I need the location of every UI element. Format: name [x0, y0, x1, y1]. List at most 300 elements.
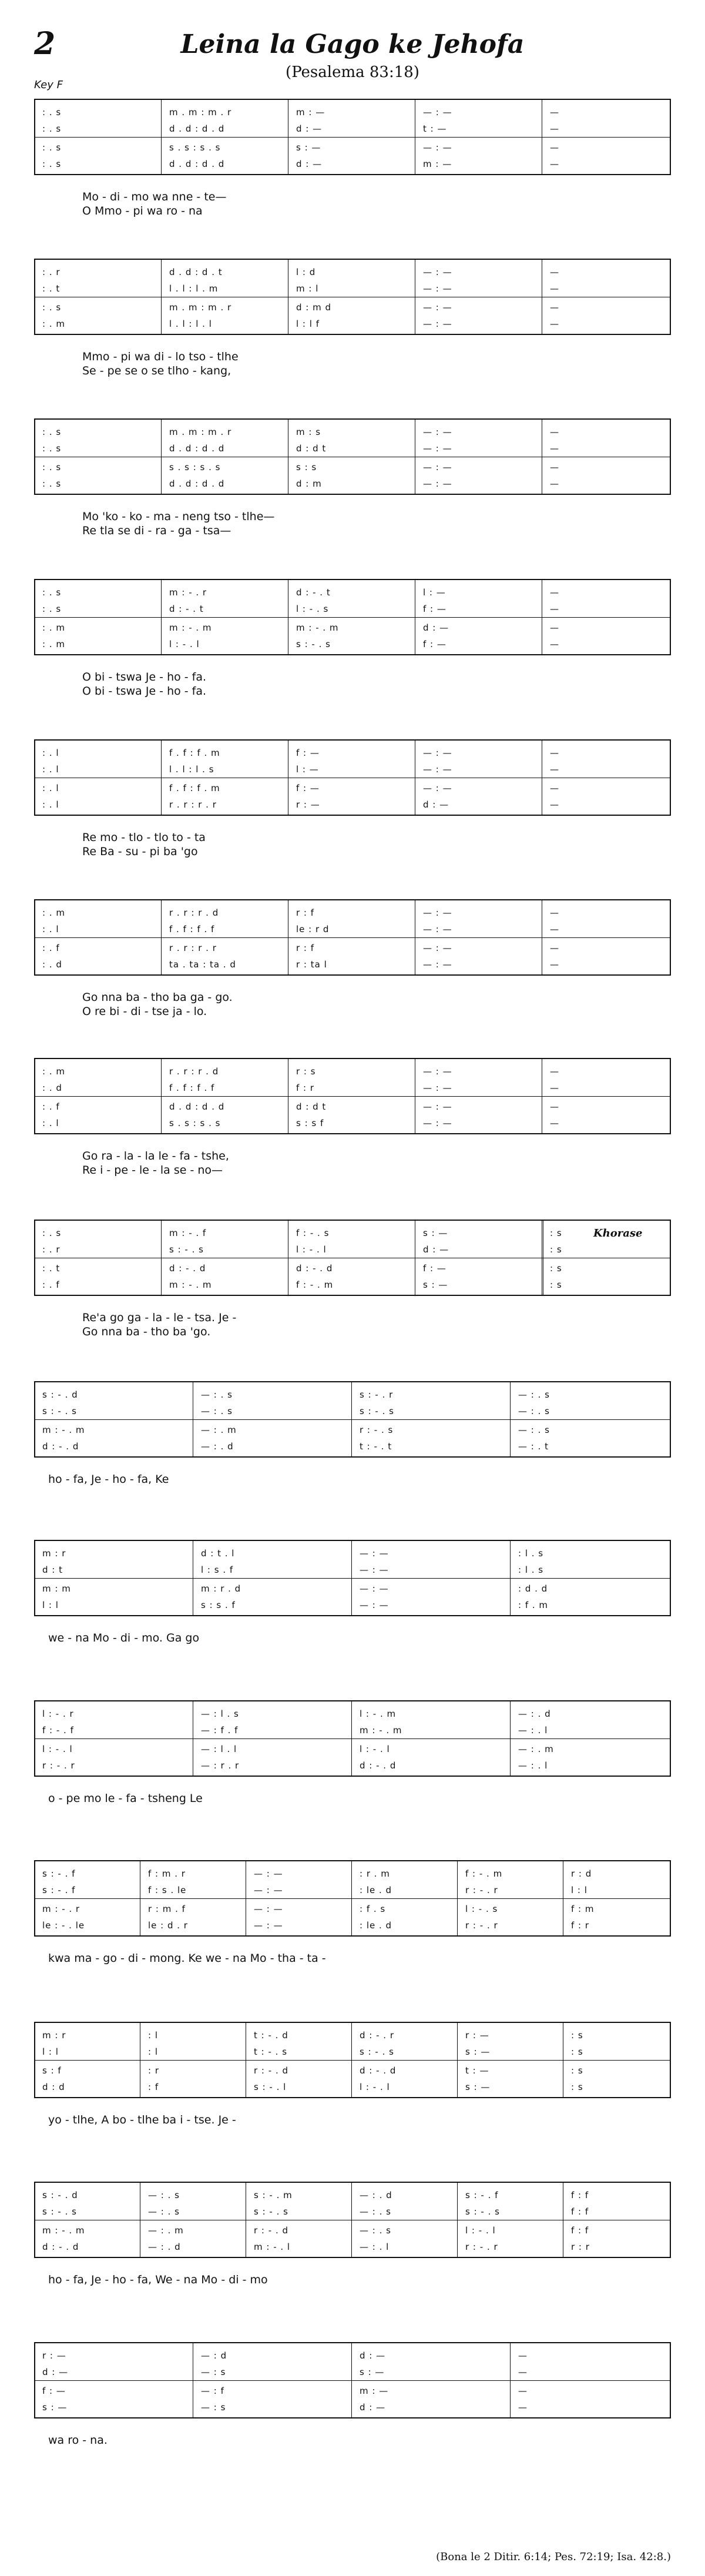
part-3-measure: r : - . d [254, 2065, 288, 2076]
part-1-measure: — : — [423, 107, 452, 118]
part-3-measure: f : m [571, 1904, 595, 1914]
part-1-measure: — [550, 427, 559, 437]
part-1-measure: m : s [296, 427, 321, 437]
part-1-measure: — : — [423, 267, 452, 277]
part-2-measure: s : - . s [42, 2206, 77, 2217]
part-3-measure: d : - . d [169, 1263, 206, 1274]
part-2-measure: t : — [423, 123, 447, 134]
bar-line [161, 741, 162, 815]
part-4-measure: — [550, 959, 559, 970]
part-3-measure: — : — [423, 1101, 452, 1112]
part-3-measure: l : - . l [465, 2225, 496, 2236]
part-4-measure: r : ta l [296, 959, 327, 970]
part-1-measure: r : s [296, 1066, 316, 1077]
part-3-measure: — : l . l [201, 1744, 237, 1754]
part-4-measure: : le . d [360, 1920, 392, 1931]
part-1-measure: — : . s [201, 1389, 233, 1400]
staff-box [34, 259, 671, 335]
part-1-measure: : l [148, 2030, 158, 2041]
part-2-measure: l : - . s [296, 604, 329, 614]
part-1-measure: r : f [296, 907, 315, 918]
part-4-measure: d : - . d [42, 2242, 79, 2252]
part-1-measure: : r . m [360, 1868, 390, 1879]
part-3-measure: f : — [42, 2386, 66, 2396]
lyric-line: wa ro - na. [48, 2434, 108, 2447]
part-4-measure: le : - . le [42, 1920, 85, 1931]
staff-box [34, 1220, 671, 1296]
staff-divider [35, 2060, 670, 2061]
key-signature: Key F [34, 79, 63, 91]
part-4-measure: — : — [423, 319, 452, 329]
part-1-measure: d : - . t [296, 587, 331, 598]
part-1-measure: f : m . r [148, 1868, 186, 1879]
bar-line [351, 1861, 352, 1935]
part-3-measure: — : — [423, 302, 452, 313]
part-4-measure: d : m [296, 478, 322, 489]
staff-divider [35, 2380, 670, 2381]
part-2-measure: f . f : f . f [169, 1083, 215, 1093]
staff-divider [35, 137, 670, 138]
bar-line [510, 1701, 511, 1776]
part-1-measure: : s [571, 2030, 583, 2041]
part-3-measure: f : f [571, 2225, 589, 2236]
part-1-measure: m . m : m . r [169, 427, 232, 437]
part-4-measure: : s [550, 1279, 562, 1290]
part-2-measure: — [550, 764, 559, 775]
part-1-measure: — : — [423, 427, 452, 437]
part-3-measure: r : - . s [360, 1425, 394, 1435]
part-3-measure: — : . m [518, 1744, 554, 1754]
part-3-measure: d : - . d [296, 1263, 333, 1274]
staff-box [34, 2182, 671, 2258]
part-4-measure: r : - . r [42, 1760, 75, 1771]
part-4-measure: ta . ta : ta . d [169, 959, 236, 970]
part-4-measure: — [550, 639, 559, 649]
part-4-measure: s : — [423, 1279, 448, 1290]
lyric-line: Go nna ba - tho ba 'go. [82, 1325, 211, 1338]
part-2-measure: s : — [465, 2046, 491, 2057]
part-2-measure: s : - . s [42, 1406, 77, 1416]
part-4-measure: — [550, 478, 559, 489]
staff-box [34, 1058, 671, 1134]
lyric-line: O bi - tswa Je - ho - fa. [82, 685, 207, 698]
part-4-measure: : . m [42, 319, 65, 329]
part-2-measure: l . l : l . s [169, 764, 214, 775]
part-4-measure: d : — [360, 2402, 386, 2413]
part-4-measure: m : — [423, 159, 452, 169]
part-1-measure: — : — [254, 1868, 283, 1879]
part-2-measure: f : f [571, 2206, 589, 2217]
part-1-measure: s : - . f [465, 2190, 499, 2200]
part-3-measure: : . s [42, 302, 62, 313]
part-2-measure: — : s [201, 2367, 226, 2377]
part-2-measure: r : - . r [465, 1885, 498, 1895]
part-3-measure: m : - . m [169, 622, 212, 633]
lyric-line: Go nna ba - tho ba ga - go. [82, 991, 233, 1004]
part-4-measure: le : d . r [148, 1920, 188, 1931]
part-4-measure: : . s [42, 159, 62, 169]
part-1-measure: : . s [42, 427, 62, 437]
staff-divider [35, 617, 670, 618]
part-4-measure: r : r [571, 2242, 590, 2252]
part-1-measure: — : l . s [201, 1709, 239, 1719]
bar-line [542, 1221, 545, 1295]
staff-box [34, 1381, 671, 1458]
part-1-measure: — [518, 2350, 528, 2361]
part-2-measure: : l [148, 2046, 158, 2057]
bar-line [510, 2343, 511, 2417]
part-1-measure: — : . d [518, 1709, 551, 1719]
part-3-measure: — : f [201, 2386, 224, 2396]
part-3-measure: : s [571, 2065, 583, 2076]
part-2-measure: — : — [254, 1885, 283, 1895]
part-3-measure: : s [550, 1263, 562, 1274]
part-1-measure: — : — [423, 1066, 452, 1077]
lyric-line: O Mmo - pi wa ro - na [82, 205, 203, 217]
part-4-measure: r : - . r [465, 2242, 498, 2252]
part-4-measure: — : — [423, 1118, 452, 1128]
part-2-measure: : . s [42, 604, 62, 614]
part-2-measure: : s [550, 1244, 562, 1255]
part-1-measure: m : - . f [169, 1228, 207, 1238]
part-4-measure: r : — [296, 799, 320, 810]
part-2-measure: — : . s [148, 2206, 180, 2217]
part-2-measure: : . l [42, 764, 59, 775]
part-1-measure: — : . s [518, 1389, 550, 1400]
part-2-measure: m : - . m [360, 1725, 402, 1736]
part-4-measure: l : - . l [169, 639, 200, 649]
part-2-measure: — : . s [201, 1406, 233, 1416]
part-4-measure: l . l : l . l [169, 319, 212, 329]
part-2-measure: d . d : d . d [169, 443, 225, 454]
part-4-measure: : . m [42, 639, 65, 649]
part-4-measure: — [550, 319, 559, 329]
part-2-measure: l : — [296, 764, 319, 775]
part-3-measure: m . m : m . r [169, 302, 232, 313]
part-2-measure: — : — [423, 924, 452, 934]
bar-line [351, 1382, 352, 1456]
part-1-measure: — [550, 107, 559, 118]
lyric-line: o - pe mo le - fa - tsheng Le [48, 1792, 203, 1805]
part-3-measure: d : d t [296, 1101, 327, 1112]
part-4-measure: : . f [42, 1279, 60, 1290]
part-3-measure: f . f : f . m [169, 783, 220, 793]
staff-box [34, 2342, 671, 2418]
part-3-measure: — [550, 783, 559, 793]
bar-line [161, 580, 162, 654]
part-2-measure: — : . l [518, 1725, 548, 1736]
part-4-measure: — : . t [518, 1441, 549, 1452]
part-3-measure: — : — [423, 142, 452, 153]
part-4-measure: d : - . d [360, 1760, 397, 1771]
bar-line [161, 1059, 162, 1133]
part-3-measure: — [550, 142, 559, 153]
part-3-measure: — : . s [360, 2225, 391, 2236]
bar-line [351, 2023, 352, 2097]
song-subtitle: (Pesalema 83:18) [286, 63, 419, 81]
part-4-measure: — [518, 2402, 528, 2413]
part-3-measure: l : - . s [465, 1904, 498, 1914]
part-2-measure: : . l [42, 924, 59, 934]
part-1-measure: — : . s [148, 2190, 180, 2200]
part-4-measure: d : — [296, 159, 323, 169]
part-4-measure: r . r : r . r [169, 799, 217, 810]
part-1-measure: — [550, 587, 559, 598]
part-1-measure: — : — [423, 907, 452, 918]
part-4-measure: — : — [360, 1600, 389, 1610]
part-3-measure: — [550, 1101, 559, 1112]
lyric-line: Go ra - la - la le - fa - tshe, [82, 1150, 229, 1163]
part-3-measure: : . l [42, 783, 59, 793]
part-2-measure: s : - . f [42, 1885, 76, 1895]
part-3-measure: — [550, 622, 559, 633]
part-2-measure: s : - . s [360, 1406, 394, 1416]
part-1-measure: s : - . d [42, 1389, 78, 1400]
part-2-measure: — [550, 604, 559, 614]
staff-divider [35, 937, 670, 938]
part-1-measure: s : - . f [42, 1868, 76, 1879]
part-2-measure: d : - . t [169, 604, 204, 614]
part-1-measure: — [550, 907, 559, 918]
staff-divider [35, 1898, 670, 1899]
part-3-measure: — [550, 943, 559, 953]
part-4-measure: s : - . l [254, 2082, 287, 2092]
part-3-measure: r : - . d [254, 2225, 288, 2236]
part-1-measure: : . r [42, 267, 61, 277]
part-4-measure: f : - . m [296, 1279, 334, 1290]
part-2-measure: : . s [42, 443, 62, 454]
part-2-measure: — [518, 2367, 528, 2377]
part-1-measure: f : - . s [296, 1228, 330, 1238]
part-4-measure: d . d : d . d [169, 478, 225, 489]
part-1-measure: r : d [571, 1868, 592, 1879]
part-2-measure: — : . s [518, 1406, 550, 1416]
part-2-measure: s : - . s [360, 2046, 394, 2057]
part-2-measure: — [550, 443, 559, 454]
part-3-measure: d . d : d . d [169, 1101, 225, 1112]
part-1-measure: : . m [42, 907, 65, 918]
part-3-measure: s . s : s . s [169, 142, 221, 153]
staff-box [34, 2022, 671, 2098]
bar-line [351, 1541, 352, 1615]
part-3-measure: : . f [42, 943, 60, 953]
part-1-measure: s : — [423, 1228, 448, 1238]
part-4-measure: f : r [571, 1920, 590, 1931]
part-3-measure: m : - . m [296, 622, 339, 633]
part-3-measure: m : - . m [42, 1425, 85, 1435]
part-3-measure: s . s : s . s [169, 462, 221, 473]
part-4-measure: — [550, 799, 559, 810]
part-3-measure: t : — [465, 2065, 489, 2076]
part-2-measure: — [550, 1083, 559, 1093]
part-1-measure: f : f [571, 2190, 589, 2200]
part-3-measure: — [550, 302, 559, 313]
part-4-measure: — : — [423, 959, 452, 970]
part-1-measure: r : — [42, 2350, 66, 2361]
part-4-measure: : f [148, 2082, 159, 2092]
chorus-label: Khorase [593, 1227, 643, 1240]
part-4-measure: — : . d [148, 2242, 181, 2252]
part-4-measure: — [550, 1118, 559, 1128]
part-4-measure: — : — [423, 478, 452, 489]
part-2-measure: f : s . le [148, 1885, 187, 1895]
bar-line [161, 1221, 162, 1295]
part-2-measure: d : — [423, 1244, 449, 1255]
part-2-measure: le : r d [296, 924, 330, 934]
staff-box [34, 418, 671, 495]
part-3-measure: : . s [42, 142, 62, 153]
bar-line [510, 1382, 511, 1456]
part-1-measure: r . r : r . d [169, 907, 219, 918]
part-2-measure: d : d t [296, 443, 327, 454]
part-4-measure: : s [571, 2082, 583, 2092]
part-2-measure: l : s . f [201, 1565, 234, 1575]
part-1-measure: : . s [42, 107, 62, 118]
part-2-measure: — : f . f [201, 1725, 239, 1736]
part-2-measure: : le . d [360, 1885, 392, 1895]
part-4-measure: m : - . m [169, 1279, 212, 1290]
bar-line [161, 900, 162, 974]
part-3-measure: : . t [42, 1263, 61, 1274]
part-1-measure: l : — [423, 587, 446, 598]
part-2-measure: d : t [42, 1565, 63, 1575]
part-3-measure: : . f [42, 1101, 60, 1112]
part-3-measure: — [518, 2386, 528, 2396]
part-4-measure: — : r . r [201, 1760, 240, 1771]
lyric-line: ho - fa, Je - ho - fa, Ke [48, 1473, 169, 1486]
part-2-measure: l : - . l [296, 1244, 327, 1255]
part-4-measure: t : - . t [360, 1441, 392, 1452]
part-2-measure: s : - . s [465, 2206, 500, 2217]
part-3-measure: m : m [42, 1583, 71, 1594]
part-1-measure: : . s [42, 587, 62, 598]
part-1-measure: l : - . m [360, 1709, 397, 1719]
part-3-measure: r : f [296, 943, 315, 953]
bar-line [457, 2023, 458, 2097]
part-4-measure: s : — [42, 2402, 68, 2413]
lyric-line: Mo - di - mo wa nne - te— [82, 190, 227, 203]
part-3-measure: — : . m [201, 1425, 237, 1435]
part-3-measure: : d . d [518, 1583, 548, 1594]
part-4-measure: — : . d [201, 1441, 234, 1452]
lyric-line: ho - fa, Je - ho - fa, We - na Mo - di - mo [48, 2273, 268, 2286]
part-3-measure: m : r . d [201, 1583, 241, 1594]
part-2-measure: m : l [296, 283, 319, 294]
part-4-measure: — [550, 159, 559, 169]
part-2-measure: — : — [423, 443, 452, 454]
part-1-measure: — [550, 1066, 559, 1077]
lyric-line: Re mo - tlo - tlo to - ta [82, 831, 206, 844]
part-1-measure: : s [550, 1228, 562, 1238]
part-1-measure: f : — [296, 748, 320, 758]
staff-box [34, 1860, 671, 1937]
lyric-line: Re'a go ga - la - le - tsa. Je - [82, 1311, 237, 1324]
bar-line [457, 1861, 458, 1935]
lyric-line: Re tla se di - ra - ga - tsa— [82, 524, 231, 537]
part-4-measure: r : - . r [465, 1920, 498, 1931]
bar-line [351, 2343, 352, 2417]
part-2-measure: — : . s [360, 2206, 391, 2217]
part-1-measure: : . s [42, 1228, 62, 1238]
part-1-measure: m : — [296, 107, 325, 118]
part-1-measure: f . f : f . m [169, 748, 220, 758]
part-4-measure: d : - . d [42, 1441, 79, 1452]
part-3-measure: : r [148, 2065, 159, 2076]
part-3-measure: m : - . r [42, 1904, 80, 1914]
lyric-line: O bi - tswa Je - ho - fa. [82, 671, 207, 684]
part-4-measure: d : d [42, 2082, 65, 2092]
part-1-measure: d : — [360, 2350, 386, 2361]
part-3-measure: s : s [296, 462, 317, 473]
part-4-measure: l : l [42, 1600, 59, 1610]
part-1-measure: r . r : r . d [169, 1066, 219, 1077]
part-1-measure: f : - . m [465, 1868, 503, 1879]
staff-box [34, 1700, 671, 1777]
staff-divider [35, 1578, 670, 1579]
part-1-measure: l : d [296, 267, 316, 277]
part-1-measure: s : - . m [254, 2190, 293, 2200]
part-2-measure: : l . s [518, 1565, 544, 1575]
part-3-measure: : f . s [360, 1904, 386, 1914]
part-2-measure: — : — [423, 283, 452, 294]
part-2-measure: d : — [296, 123, 323, 134]
part-1-measure: — : — [360, 1548, 389, 1559]
staff-box [34, 1540, 671, 1616]
lyric-line: yo - tlhe, A bo - tlhe ba i - tse. Je - [48, 2113, 236, 2126]
part-3-measure: — : . m [148, 2225, 184, 2236]
part-4-measure: — : . l [360, 2242, 390, 2252]
part-4-measure: l : l f [296, 319, 320, 329]
part-4-measure: — : . l [518, 1760, 548, 1771]
part-3-measure: — : — [254, 1904, 283, 1914]
part-3-measure: r . r : r . r [169, 943, 217, 953]
part-4-measure: s : s f [296, 1118, 324, 1128]
part-4-measure: : f . m [518, 1600, 549, 1610]
lyric-line: Se - pe se o se tlho - kang, [82, 364, 231, 377]
part-1-measure: — : — [423, 748, 452, 758]
part-4-measure: — : — [254, 1920, 283, 1931]
part-4-measure: : . l [42, 799, 59, 810]
staff-box [34, 739, 671, 816]
part-1-measure: : . m [42, 1066, 65, 1077]
part-1-measure: s : - . r [360, 1389, 394, 1400]
part-2-measure: l : l [42, 2046, 59, 2057]
part-4-measure: d . d : d . d [169, 159, 225, 169]
part-4-measure: s . s : s . s [169, 1118, 221, 1128]
part-2-measure: : . s [42, 123, 62, 134]
part-1-measure: d : - . r [360, 2030, 394, 2041]
part-3-measure: l : - . l [42, 1744, 73, 1754]
staff-box [34, 99, 671, 175]
part-2-measure: t : - . s [254, 2046, 288, 2057]
staff-divider [35, 1419, 670, 1420]
part-4-measure: f : — [423, 639, 446, 649]
part-2-measure: f : r [296, 1083, 315, 1093]
part-3-measure: — : — [423, 943, 452, 953]
part-2-measure: l : l [571, 1885, 588, 1895]
part-2-measure: f : — [423, 604, 446, 614]
lyric-line: Mmo - pi wa di - lo tso - tlhe [82, 350, 239, 363]
part-4-measure: — : s [201, 2402, 226, 2413]
song-title: Leina la Gago ke Jehofa [180, 29, 525, 59]
part-3-measure: f : — [423, 1263, 446, 1274]
part-2-measure: f . f : f . f [169, 924, 215, 934]
part-1-measure: r : — [465, 2030, 489, 2041]
bar-line [161, 260, 162, 334]
part-1-measure: m : - . r [169, 587, 207, 598]
part-2-measure: — : — [360, 1565, 389, 1575]
part-1-measure: m . m : m . r [169, 107, 232, 118]
